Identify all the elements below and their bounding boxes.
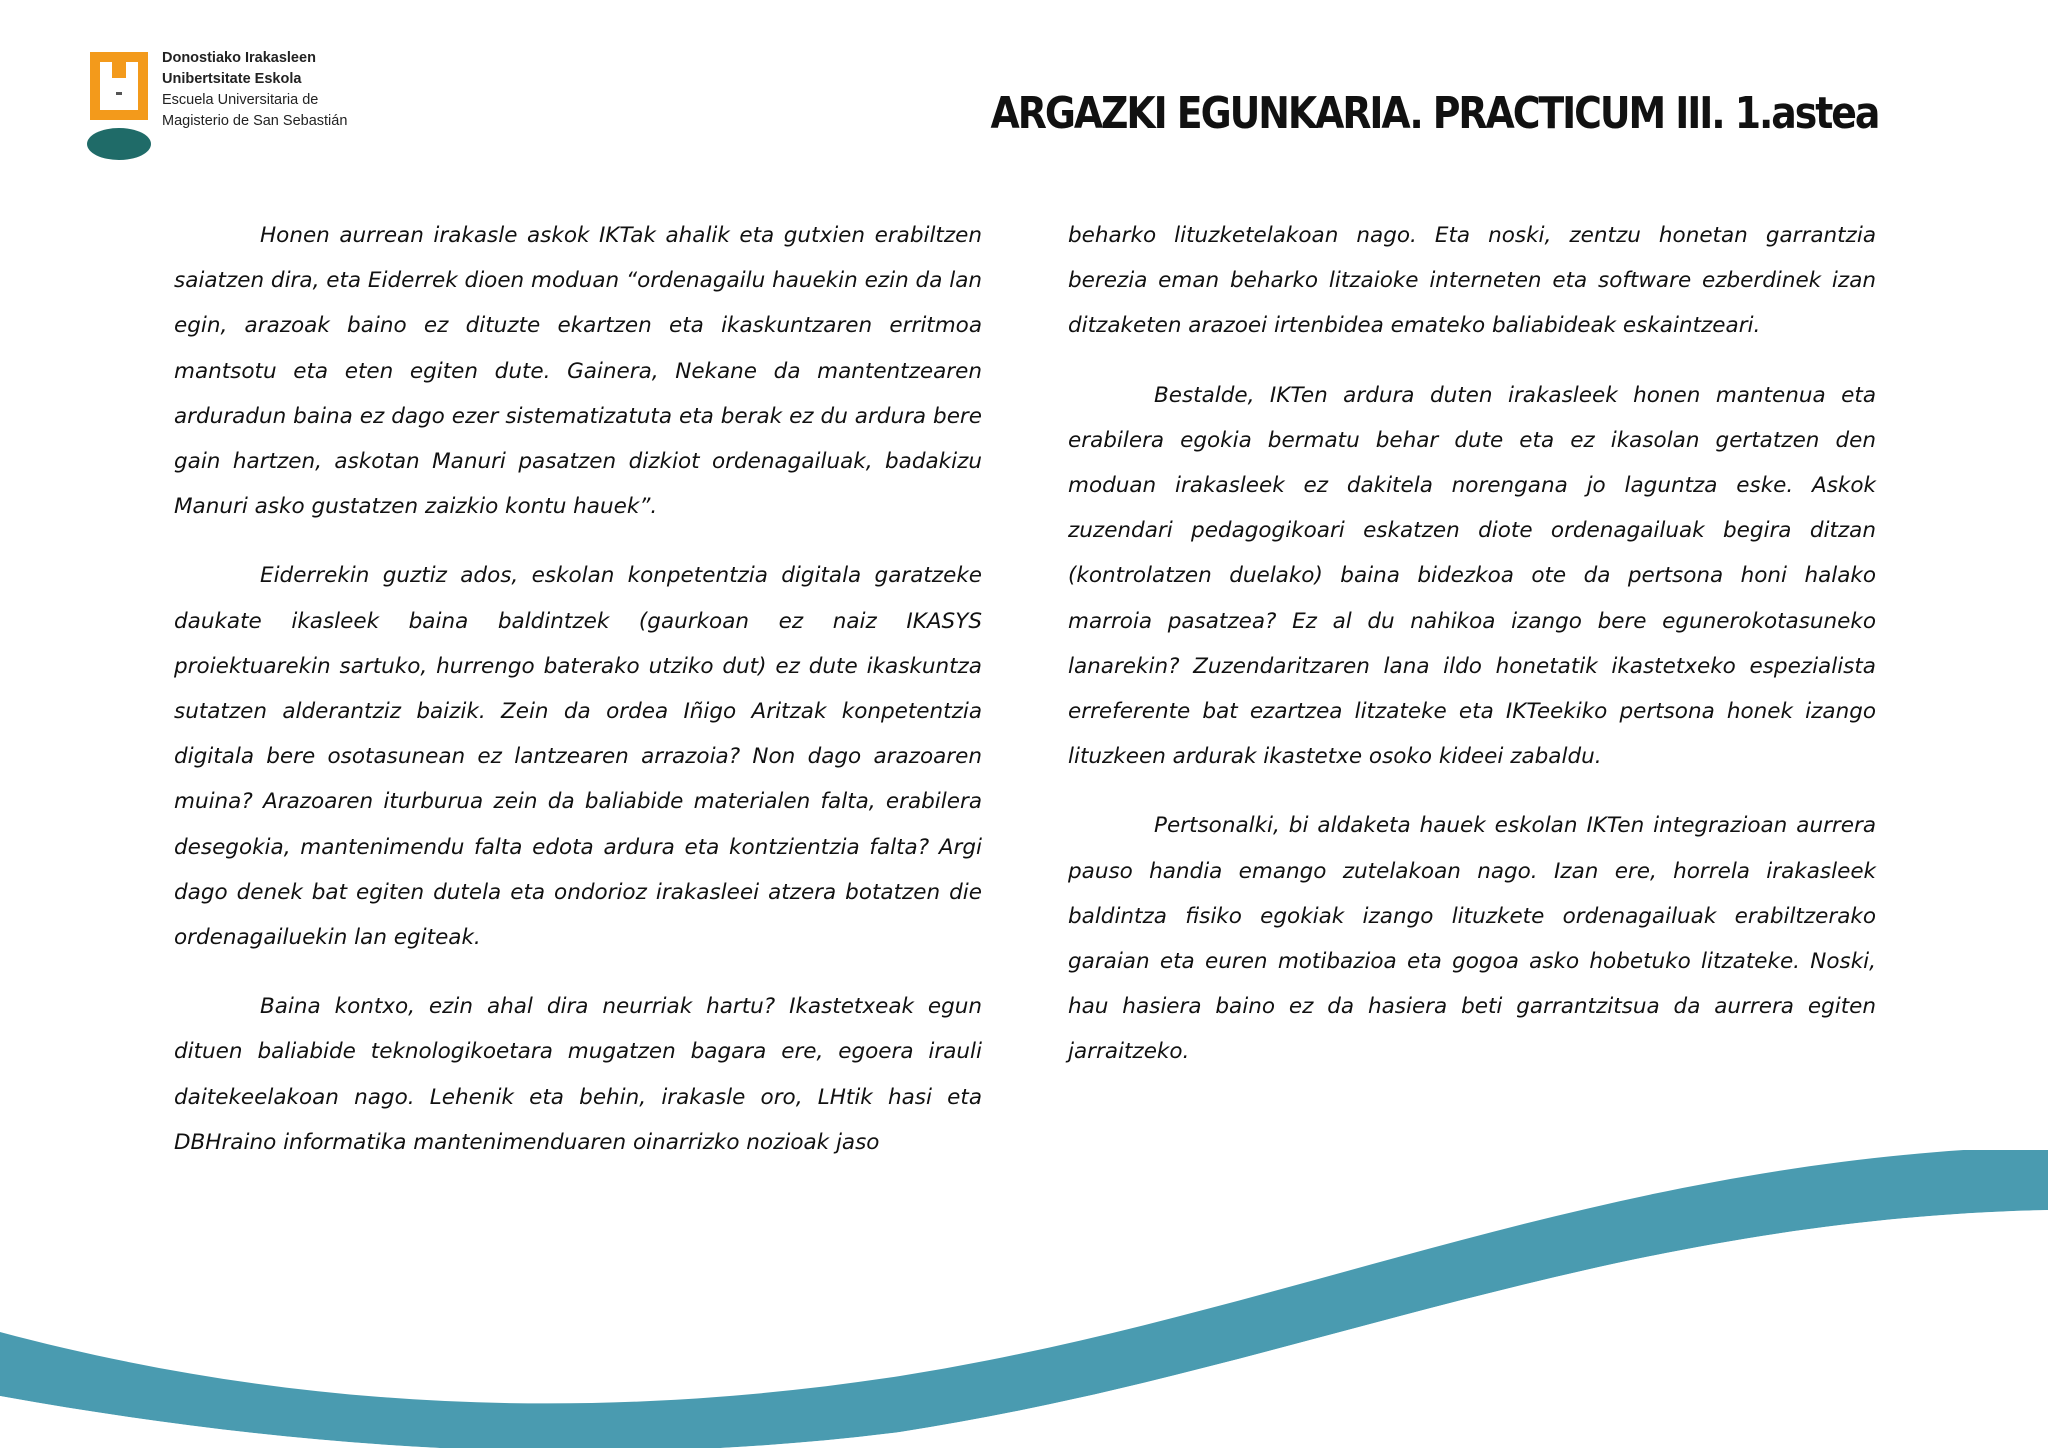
paragraph: Bestalde, IKTen ardura duten irakasleek honen mantenua eta erabilera egokia bermatu behar dute eta ez ikasolan gertatzen den moduan irakasleek ez dakitela norengana jo laguntza eske. Askok zuzendari pedagogikoari eskatzen diote ordenagailuak begira ditzan (kontrolatzen duelako) baina bidezkoa ote da pertsona honi halako marroia pasatzea? Ez al du nahikoa izango bere egunerokotasuneko lanarekin? Zuzendaritzaren lana ildo honetatik ikastetxeko espezialista erreferente bat ezartzea litzateke eta IKTeekiko pertsona honek izango lituzkeen ardurak ikastetxe osoko kideei zabaldu.: [1068, 382, 1876, 770]
paragraph: Honen aurrean irakasle askok IKTak ahalik eta gutxien erabiltzen saiatzen dira, eta Eiderrek dioen moduan “ordenagailu hauekin ezin da lan egin, arazoak baino ez dituzte ekartzen eta ikaskuntzaren erritmoa mantsotu eta eten egiten dute. Gainera, Nekane da mantentzearen arduradun baina ez dago ezer sistematizatuta eta berak ez du ardura bere gain hartzen, askotan Manuri pasatzen dizkiot ordenagailuak, badakizu Manuri asko gustatzen zaizkio kontu hauek”.: [174, 223, 982, 520]
paragraph: beharko lituzketelakoan nago. Eta noski, zentzu honetan garrantzia berezia eman beharko litzaioke interneten eta software ezberdinek izan ditzaketen arazoei irtenbidea emateko baliabideak eskaintzeari.: [1068, 223, 1876, 339]
school-name-line-2: Unibertsitate Eskola: [162, 71, 302, 87]
page-title: ARGAZKI EGUNKARIA. PRACTICUM III. 1.astea: [990, 88, 1878, 139]
school-logo-icon: [86, 52, 152, 162]
right-column: [1068, 213, 1876, 1099]
school-name-line-4: Magisterio de San Sebastián: [162, 113, 348, 129]
school-name-line-1: Donostiako Irakasleen: [162, 50, 316, 66]
paragraph: Pertsonalki, bi aldaketa hauek eskolan IKTen integrazioan aurrera pauso handia emango zutelakoan nago. Izan ere, horrela irakasleek baldintza fisiko egokiak izango lituzkete ordenagailuak erabiltzerako garaian eta euren motibazioa eta gogoa asko hobetuko litzateke. Noski, hau hasiera baino ez da hasiera beti garrantzitsua da aurrera egiten jarraitzeko.: [1068, 813, 1876, 1065]
school-name-line-3: Escuela Universitaria de: [162, 92, 319, 108]
decorative-wave: [0, 1150, 2048, 1448]
paragraph: Eiderrekin guztiz ados, eskolan konpetentzia digitala garatzeke daukate ikasleek baina baldintzek (gaurkoan ez naiz IKASYS proiektuarekin sartuko, hurrengo baterako utziko dut) ez dute ikaskuntza sutatzen alderantziz baizik. Zein da ordea Iñigo Aritzak konpetentzia digitala bere osotasunean ez lantzearen arrazoia? Non dago arazoaren muina? Arazoaren iturburua zein da baliabide materialen falta, erabilera desegokia, mantenimendu falta edota ardura eta kontzientzia falta? Argi dago denek bat egiten dutela eta ondorioz irakasleei atzera botatzen die ordenagailuekin lan egiteak.: [174, 563, 982, 951]
paragraph: Baina kontxo, ezin ahal dira neurriak hartu? Ikastetxeak egun dituen baliabide teknologikoetara mugatzen bagara ere, egoera irauli daitekeelakoan nago. Lehenik eta behin, irakasle oro, LHtik hasi eta DBHraino informatika mantenimenduaren oinarrizko nozioak jaso: [174, 994, 982, 1155]
left-column: [174, 213, 982, 1189]
school-name: [162, 48, 347, 132]
